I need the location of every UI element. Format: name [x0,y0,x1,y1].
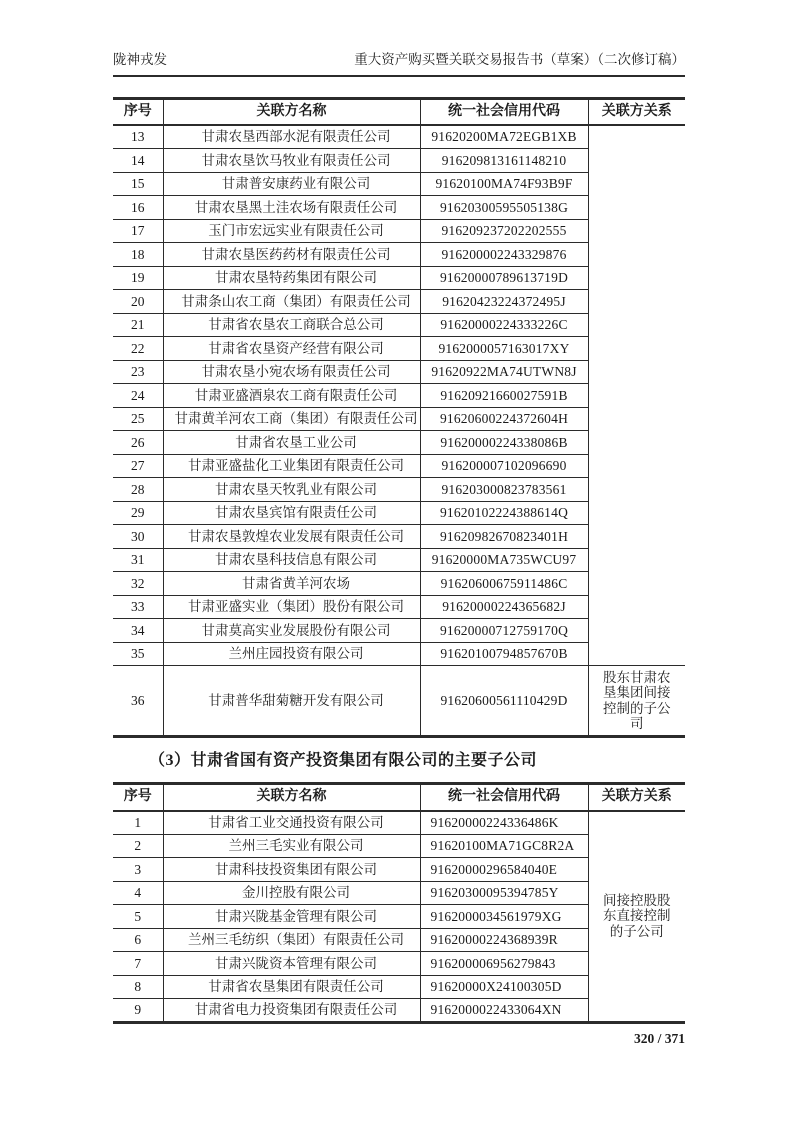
cell-code: 916200006956279843 [420,952,588,976]
column-header-credit-code: 统一社会信用代码 [420,98,588,125]
cell-serial: 19 [113,266,163,290]
cell-name: 甘肃农垦特药集团有限公司 [163,266,420,290]
cell-code: 91620922MA74UTWN8J [420,360,588,384]
cell-serial: 36 [113,666,163,737]
table-row [113,811,685,835]
cell-relation-merged: 间接控股股东直接控制的子公司 [588,811,685,1023]
cell-name: 甘肃省黄羊河农场 [163,572,420,596]
cell-name: 金川控股有限公司 [163,881,420,905]
cell-serial: 17 [113,219,163,243]
cell-code: 916209237202202555 [420,219,588,243]
cell-code: 91620100MA74F93B9F [420,172,588,196]
cell-name: 兰州三毛实业有限公司 [163,834,420,858]
cell-serial: 4 [113,881,163,905]
cell-serial: 28 [113,478,163,502]
cell-serial: 15 [113,172,163,196]
cell-relation: 股东甘肃农垦集团间接控制的子公司 [588,666,685,737]
cell-code: 916200002243329876 [420,243,588,267]
cell-code: 91620000224336486K [420,811,588,835]
cell-code: 91620300595505138G [420,196,588,220]
cell-serial: 1 [113,811,163,835]
cell-code: 91620000712759170Q [420,619,588,643]
cell-serial: 26 [113,431,163,455]
cell-code: 91620982670823401H [420,525,588,549]
page-content [113,0,685,1047]
cell-serial: 13 [113,125,163,149]
running-head [113,0,685,77]
cell-serial: 32 [113,572,163,596]
cell-code: 91620600224372604H [420,407,588,431]
cell-code: 91620000224333226C [420,313,588,337]
related-party-table-2 [113,782,685,1024]
column-header-relation: 关联方关系 [588,784,685,811]
cell-name: 甘肃农垦黑土洼农场有限责任公司 [163,196,420,220]
cell-serial: 14 [113,149,163,173]
cell-serial: 27 [113,454,163,478]
cell-code: 91620423224372495J [420,290,588,314]
cell-code: 91620200MA72EGB1XB [420,125,588,149]
cell-name: 甘肃兴陇基金管理有限公司 [163,905,420,929]
cell-code: 91620100MA71GC8R2A [420,834,588,858]
cell-name: 甘肃普安康药业有限公司 [163,172,420,196]
cell-name: 甘肃黄羊河农工商（集团）有限责任公司 [163,407,420,431]
cell-serial: 3 [113,858,163,882]
cell-code: 91620000789613719D [420,266,588,290]
cell-code: 91620600561110429D [420,666,588,737]
cell-name: 甘肃亚盛实业（集团）股份有限公司 [163,595,420,619]
cell-serial: 7 [113,952,163,976]
cell-code: 91620000296584040E [420,858,588,882]
cell-code: 91620100794857670B [420,642,588,666]
cell-name: 甘肃省农垦资产经营有限公司 [163,337,420,361]
cell-code: 9162000034561979XG [420,905,588,929]
cell-name: 甘肃普华甜菊糖开发有限公司 [163,666,420,737]
cell-serial: 16 [113,196,163,220]
cell-code: 916209813161148210 [420,149,588,173]
cell-serial: 33 [113,595,163,619]
cell-serial: 34 [113,619,163,643]
column-header-relation: 关联方关系 [588,98,685,125]
table-row [113,666,685,737]
report-title: 重大资产购买暨关联交易报告书（草案）（二次修订稿） [354,52,685,67]
cell-code: 91620000MA735WCU97 [420,548,588,572]
column-header-name: 关联方名称 [163,784,420,811]
cell-code: 916200007102096690 [420,454,588,478]
cell-name: 甘肃农垦宾馆有限责任公司 [163,501,420,525]
cell-serial: 5 [113,905,163,929]
cell-name: 甘肃兴陇资本管理有限公司 [163,952,420,976]
column-header-serial: 序号 [113,784,163,811]
cell-name: 甘肃省农垦集团有限责任公司 [163,975,420,999]
cell-serial: 18 [113,243,163,267]
cell-code: 91620000224338086B [420,431,588,455]
cell-code: 91620300095394785Y [420,881,588,905]
cell-serial: 21 [113,313,163,337]
cell-serial: 6 [113,928,163,952]
cell-code: 916203000823783561 [420,478,588,502]
cell-name: 甘肃省工业交通投资有限公司 [163,811,420,835]
cell-name: 甘肃农垦医药药材有限责任公司 [163,243,420,267]
cell-serial: 29 [113,501,163,525]
cell-name: 兰州庄园投资有限公司 [163,642,420,666]
section-heading: （3）甘肃省国有资产投资集团有限公司的主要子公司 [149,752,538,770]
cell-serial: 22 [113,337,163,361]
cell-name: 甘肃农垦饮马牧业有限责任公司 [163,149,420,173]
cell-serial: 23 [113,360,163,384]
cell-code: 9162000057163017XY [420,337,588,361]
cell-serial: 35 [113,642,163,666]
cell-name: 甘肃农垦敦煌农业发展有限责任公司 [163,525,420,549]
cell-name: 甘肃省农垦工业公司 [163,431,420,455]
column-header-serial: 序号 [113,98,163,125]
column-header-name: 关联方名称 [163,98,420,125]
cell-serial: 9 [113,999,163,1023]
cell-code: 91620921660027591B [420,384,588,408]
table-header-row [113,98,685,125]
cell-relation-merged [588,125,685,666]
cell-name: 甘肃科技投资集团有限公司 [163,858,420,882]
cell-serial: 20 [113,290,163,314]
cell-name: 甘肃亚盛盐化工业集团有限责任公司 [163,454,420,478]
cell-name: 玉门市宏远实业有限责任公司 [163,219,420,243]
cell-code: 91620000224365682J [420,595,588,619]
cell-code: 91620000224368939R [420,928,588,952]
cell-name: 兰州三毛纺织（集团）有限责任公司 [163,928,420,952]
cell-name: 甘肃农垦科技信息有限公司 [163,548,420,572]
cell-name: 甘肃莫高实业发展股份有限公司 [163,619,420,643]
cell-serial: 24 [113,384,163,408]
cell-code: 91620600675911486C [420,572,588,596]
column-header-credit-code: 统一社会信用代码 [420,784,588,811]
cell-serial: 2 [113,834,163,858]
cell-name: 甘肃省农垦农工商联合总公司 [163,313,420,337]
related-party-table-1 [113,97,685,739]
table-header-row [113,784,685,811]
cell-code: 9162000022433064XN [420,999,588,1023]
cell-code: 91620000X24100305D [420,975,588,999]
cell-serial: 25 [113,407,163,431]
cell-name: 甘肃农垦西部水泥有限责任公司 [163,125,420,149]
doc-short-title: 陇神戎发 [113,52,167,67]
cell-serial: 31 [113,548,163,572]
cell-code: 91620102224388614Q [420,501,588,525]
cell-name: 甘肃农垦小宛农场有限责任公司 [163,360,420,384]
cell-name: 甘肃省电力投资集团有限责任公司 [163,999,420,1023]
cell-serial: 30 [113,525,163,549]
cell-name: 甘肃条山农工商（集团）有限责任公司 [163,290,420,314]
cell-name: 甘肃农垦天牧乳业有限公司 [163,478,420,502]
cell-serial: 8 [113,975,163,999]
cell-name: 甘肃亚盛酒泉农工商有限责任公司 [163,384,420,408]
table-row [113,125,685,149]
page-number: 320 / 371 [633,1030,685,1046]
